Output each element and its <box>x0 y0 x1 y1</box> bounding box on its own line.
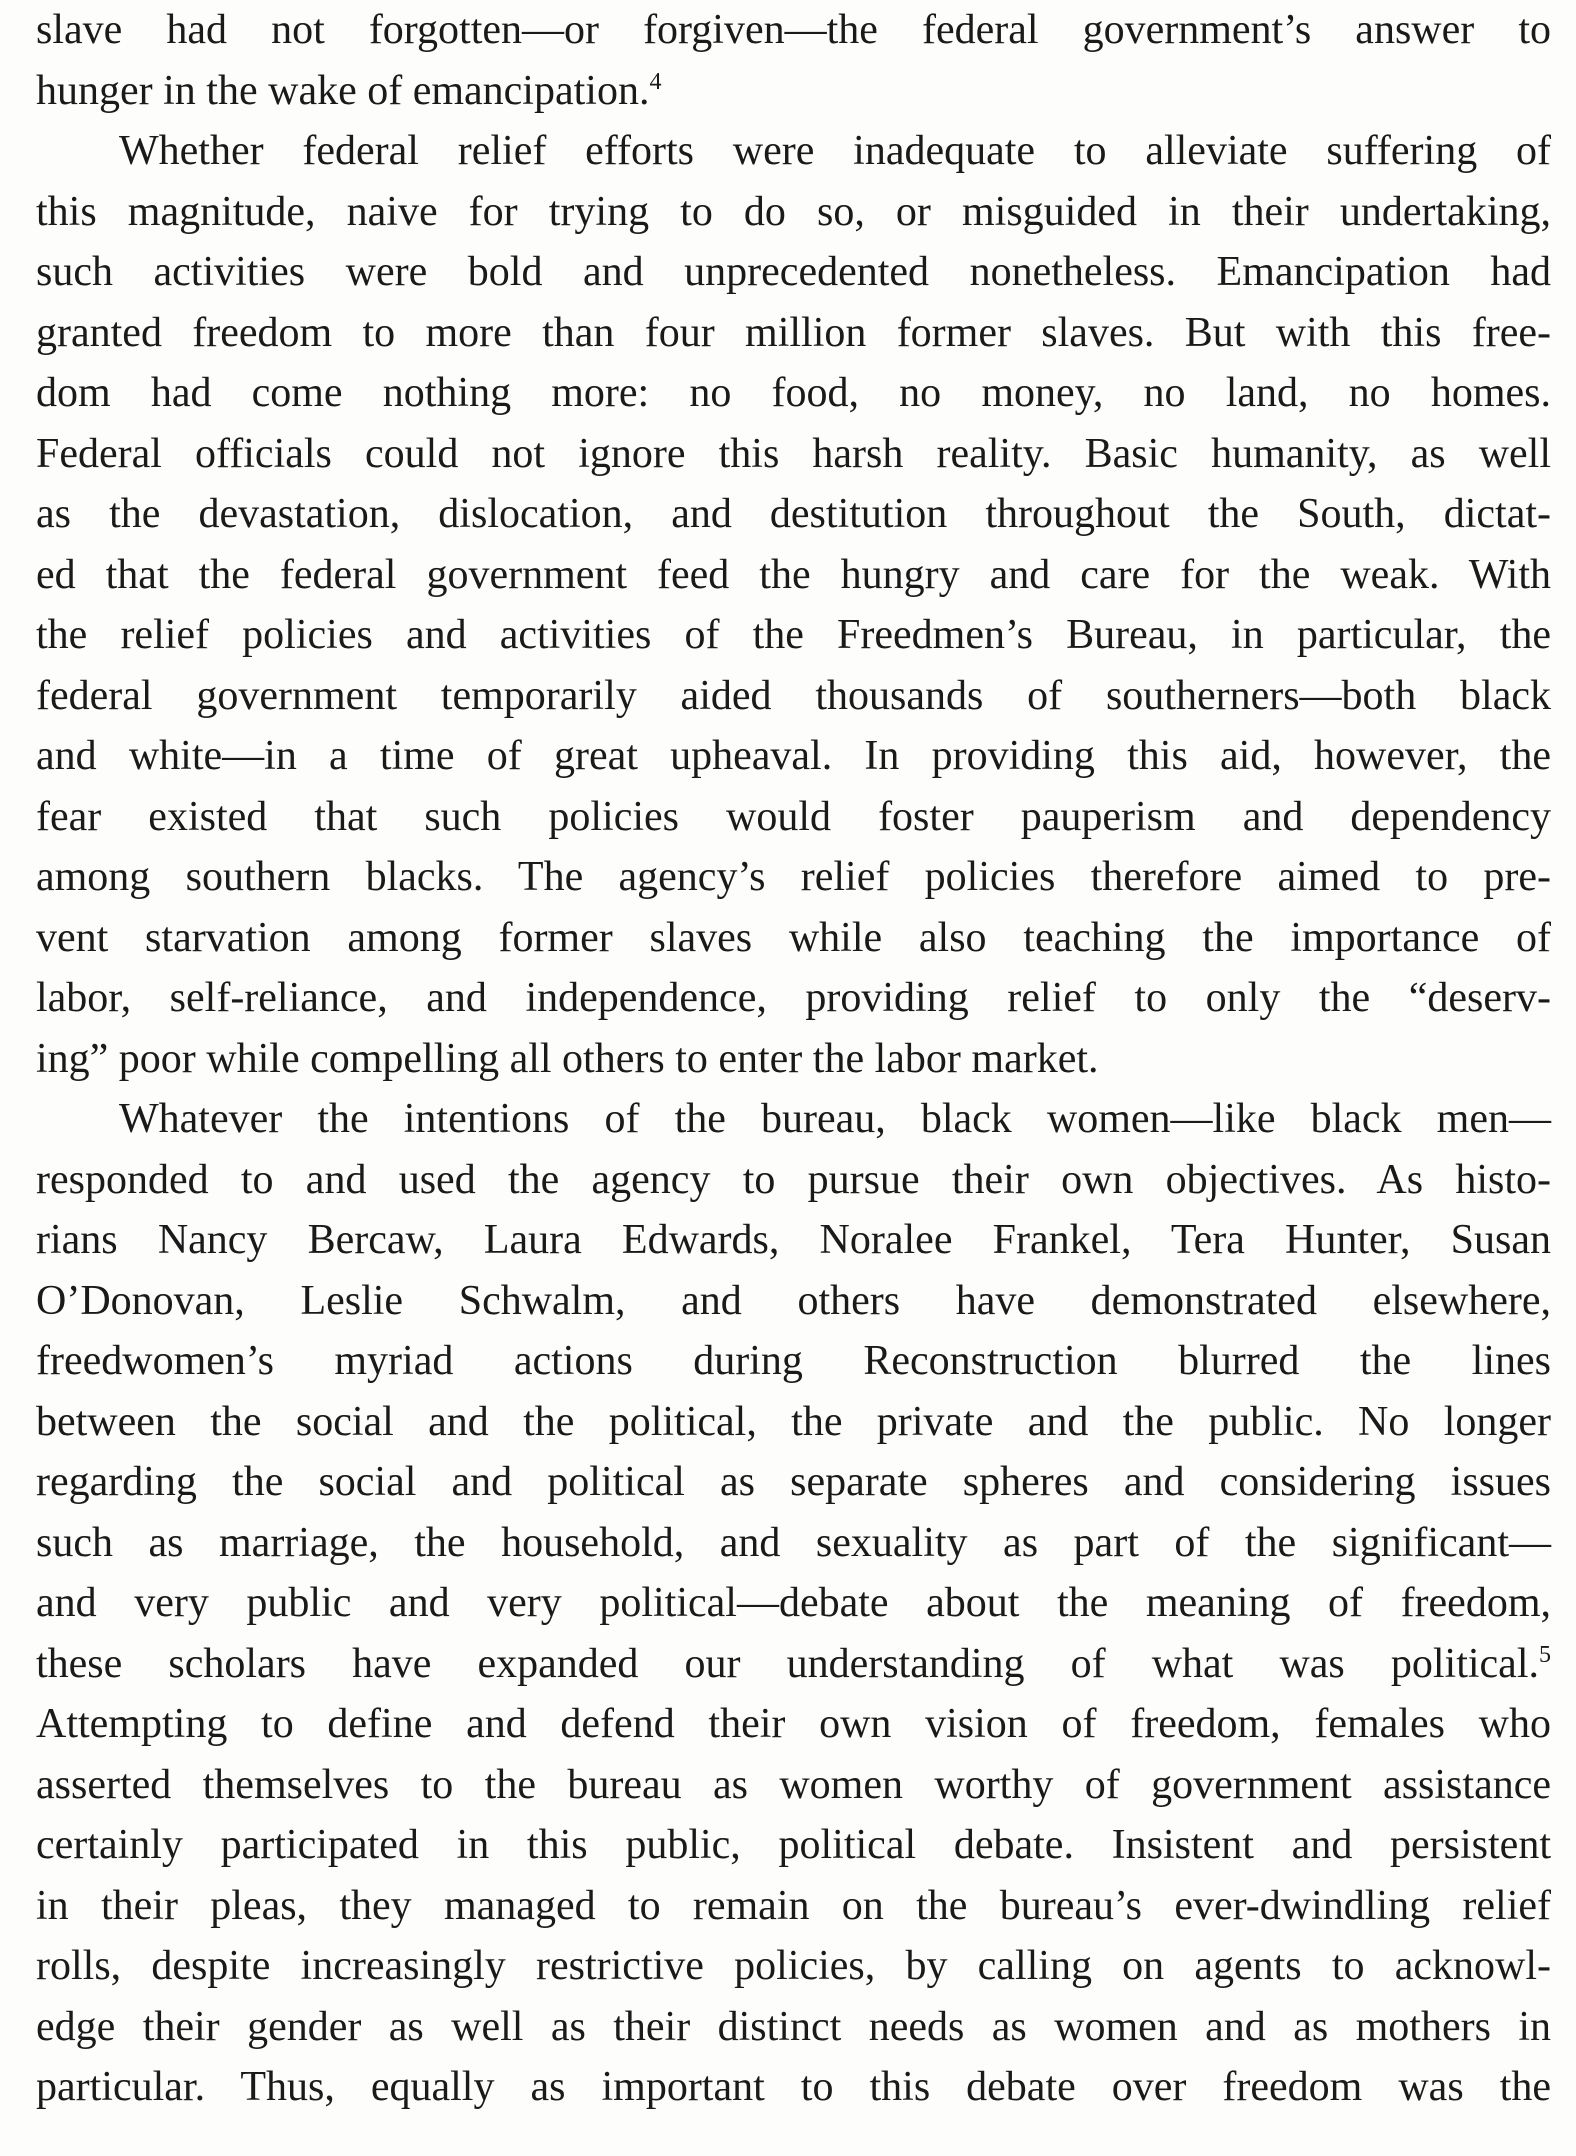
text-line: and very public and very political—debate about the meaning of freedom, <box>36 1580 1551 1626</box>
text-line: such as marriage, the household, and sexuality as part of the significant— <box>36 1519 1551 1566</box>
text-line: edge their gender as well as their distinct needs as women and as mothers in <box>36 2003 1551 2050</box>
text-line: regarding the social and political as separate spheres and considering issues <box>36 1459 1551 1505</box>
paragraph-relief <box>36 121 1551 1089</box>
text-line: Whether federal relief efforts were inadequate to alleviate suffering of <box>119 128 1551 174</box>
text-line: this magnitude, naive for trying to do so, or misguided in their undertaking, <box>36 188 1551 235</box>
text-line: ed that the federal government feed the hungry and care for the weak. With <box>36 551 1551 598</box>
paragraph-intro <box>36 0 1551 121</box>
text-line: rians Nancy Bercaw, Laura Edwards, Noralee Frankel, Tera Hunter, Susan <box>36 1217 1551 1263</box>
footnote-ref-4[interactable]: 4 <box>649 68 662 95</box>
text-line: in their pleas, they managed to remain on the bureau’s ever-dwindling relief <box>36 1882 1551 1929</box>
footnote-ref-5[interactable]: 5 <box>1539 1641 1551 1668</box>
text-line: vent starvation among former slaves while also teaching the importance of <box>36 914 1551 961</box>
text-line: these scholars have expanded our understanding of what was political.$^5$ <box>36 1640 1551 1687</box>
text-line: ing” poor while compelling all others to enter the labor market. <box>36 1035 1099 1082</box>
text-line: and white—in a time of great upheaval. In providing this aid, however, the <box>36 733 1551 779</box>
text-line: hunger in the wake of emancipation.$^4$ <box>36 67 662 114</box>
paragraph-freedwomen <box>36 1089 1551 2118</box>
text-line: asserted themselves to the bureau as women worthy of government assistance <box>36 1761 1551 1808</box>
text-line: Whatever the intentions of the bureau, black women—like black men— <box>119 1096 1551 1142</box>
text-line: labor, self-reliance, and independence, providing relief to only the “deserv- <box>36 975 1551 1021</box>
text-line: such activities were bold and unprecedented nonetheless. Emancipation had <box>36 249 1551 295</box>
text-line: federal government temporarily aided thousands of southerners—both black <box>36 672 1551 719</box>
text-line: slave had not forgotten—or forgiven—the federal government’s answer to <box>36 7 1551 53</box>
text-line: freedwomen’s myriad actions during Reconstruction blurred the lines <box>36 1338 1551 1384</box>
text-line: certainly participated in this public, political debate. Insistent and persistent <box>36 1822 1551 1868</box>
text-line: granted freedom to more than four million former slaves. But with this free- <box>36 309 1551 356</box>
text-line: rolls, despite increasingly restrictive policies, by calling on agents to acknowl- <box>36 1943 1551 1989</box>
text-line: O’Donovan, Leslie Schwalm, and others have demonstrated elsewhere, <box>36 1277 1551 1324</box>
text-line: among southern blacks. The agency’s relief policies therefore aimed to pre- <box>36 854 1551 900</box>
body-text <box>36 0 1551 2118</box>
text-line: the relief policies and activities of the Freedmen’s Bureau, in particular, the <box>36 612 1551 658</box>
text-line: particular. Thus, equally as important to this debate over freedom was the <box>36 2064 1551 2110</box>
text-line: as the devastation, dislocation, and destitution throughout the South, dictat- <box>36 491 1551 537</box>
text-line: Attempting to define and defend their own vision of freedom, females who <box>36 1701 1551 1747</box>
text-line: responded to and used the agency to pursue their own objectives. As histo- <box>36 1156 1551 1203</box>
text-line: fear existed that such policies would foster pauperism and dependency <box>36 793 1551 840</box>
text-line: Federal officials could not ignore this harsh reality. Basic humanity, as well <box>36 430 1551 477</box>
text-line: between the social and the political, the private and the public. No longer <box>36 1398 1551 1445</box>
text-line: dom had come nothing more: no food, no money, no land, no homes. <box>36 370 1551 416</box>
